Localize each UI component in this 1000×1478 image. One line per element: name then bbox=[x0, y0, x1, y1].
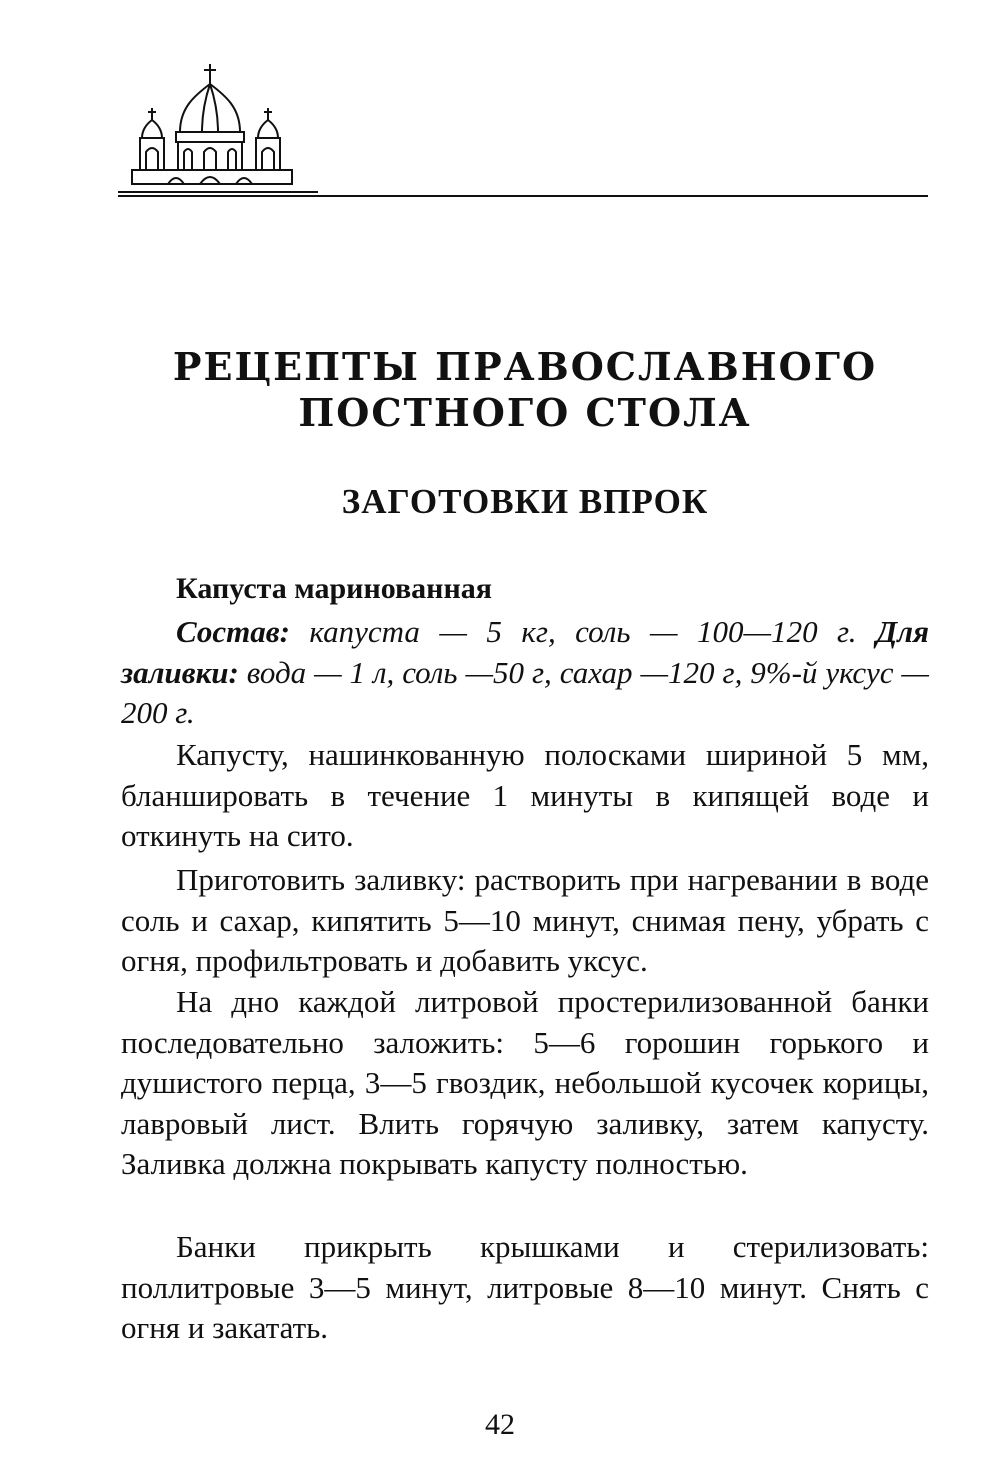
section-title: ЗАГОТОВКИ ВПРОК bbox=[341, 482, 709, 521]
cathedral-icon bbox=[118, 62, 318, 202]
ingredients-label: Состав: bbox=[176, 614, 290, 649]
recipe-paragraph: Капусту, нашинкованную полосками шириной 5 мм, бланшировать в течение 1 минуты в кипящей воде и откинуть на сито. bbox=[121, 737, 929, 853]
recipe-ingredients bbox=[121, 612, 929, 734]
book-title-line-1: РЕЦЕПТЫ ПРАВОСЛАВНОГО bbox=[172, 344, 878, 389]
marinade-label: Для заливки: bbox=[121, 614, 929, 690]
marinade-text: вода — 1 л, соль —50 г, сахар —120 г, 9%-й уксус — 200 г. bbox=[121, 654, 929, 730]
book-title-line-2: ПОСТНОГО СТОЛА bbox=[298, 390, 752, 435]
recipe-paragraph: На дно каждой литровой простерилизованной банки последовательно заложить: 5—6 горошин горького и душистого перца, 3—5 гвоздик, небольшой кусочек корицы, лавровый лист. Влить горячую заливку, затем капусту. Заливка должна покрывать капусту полностью. bbox=[121, 984, 929, 1181]
recipe-title: Капуста маринованная bbox=[176, 572, 492, 605]
header-divider bbox=[118, 195, 928, 197]
recipe-paragraph: Приготовить заливку: растворить при нагревании в воде соль и сахар, кипятить 5—10 минут, снимая пену, убрать с огня, профильтровать и добавить уксус. bbox=[121, 862, 929, 978]
page-number: 42 bbox=[485, 1408, 515, 1441]
recipe-paragraph: Банки прикрыть крышками и стерилизовать: поллитровые 3—5 минут, литровые 8—10 минут. Снять с огня и закатать. bbox=[121, 1229, 929, 1345]
ingredients-text: капуста — 5 кг, соль — 100—120 г. bbox=[289, 614, 876, 649]
